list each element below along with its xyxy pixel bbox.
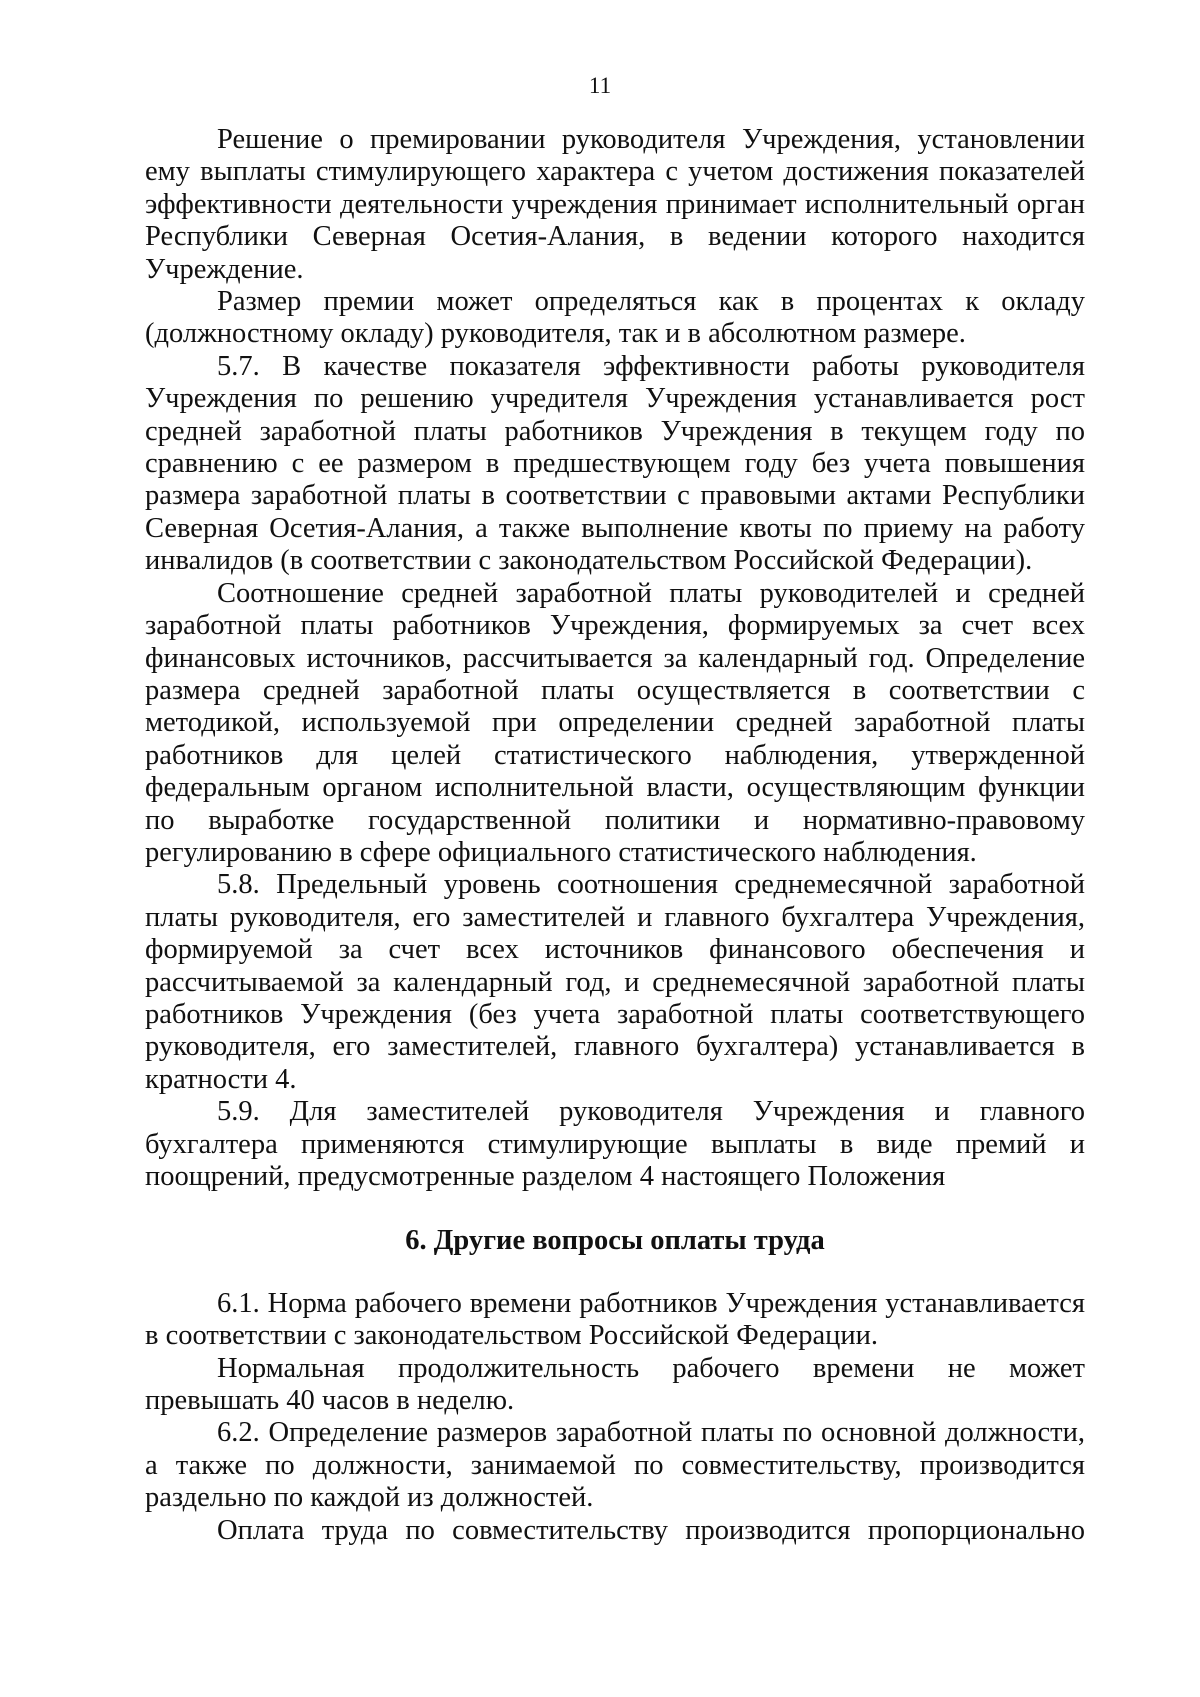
page-number: 11 [588,73,612,98]
paragraph-5-9: 5.9. Для заместителей руководителя Учреждения и главного бухгалтера применяются стимулирующие выплаты в виде премий и поощрений, предусмотренные разделом 4 настоящего Положения [145,1096,1085,1192]
paragraph-bonus-decision: Решение о премировании руководителя Учреждения, установлении ему выплаты стимулирующего характера с учетом достижения показателей эффективности деятельности учреждения принимает исполнительный орган Республики Северная Осетия-Алания, в ведении которого находится Учреждение. [145,124,1085,285]
paragraph-salary-ratio: Соотношение средней заработной платы руководителей и средней заработной платы работников Учреждения, формируемых за счет всех финансовых источников, рассчитывается за календарный год. Определение размера средней заработной платы осуществляется в соответствии с методикой, используемой при определении средней заработной платы работников для целей статистического наблюдения, утвержденной федеральным органом исполнительной власти, осуществляющим функции по выработке государственной политики и нормативно-правовому регулированию в сфере официального статистического наблюдения. [145,577,1085,868]
section-heading-6: 6. Другие вопросы оплаты труда [405,1225,825,1257]
paragraph-6-1: 6.1. Норма рабочего времени работников Учреждения устанавливается в соответствии с законодательством Российской Федерации. [145,1287,1085,1352]
paragraph-normal-hours: Нормальная продолжительность рабочего времени не может превышать 40 часов в неделю. [145,1352,1085,1417]
paragraph-bonus-size: Размер премии может определяться как в процентах к окладу (должностному окладу) руководителя, так и в абсолютном размере. [145,286,1085,350]
paragraph-6-2: 6.2. Определение размеров заработной платы по основной должности, а также по должности, занимаемой по совместительству, производится раздельно по каждой из должностей. [145,1417,1085,1514]
paragraph-5-7: 5.7. В качестве показателя эффективности работы руководителя Учреждения по решению учредителя Учреждения устанавливается рост средней заработной платы работников Учреждения в текущем году по сравнению с ее размером в предшествующем году без учета повышения размера заработной платы в соответствии с правовыми актами Республики Северная Осетия-Алания, а также выполнение квоты по приему на работу инвалидов (в соответствии с законодательством Российской Федерации). [145,350,1085,577]
paragraph-5-8: 5.8. Предельный уровень соотношения среднемесячной заработной платы руководителя, его заместителей и главного бухгалтера Учреждения, формируемой за счет всех источников финансового обеспечения и рассчитываемой за календарный год, и среднемесячной заработной платы работников Учреждения (без учета заработной платы соответствующего руководителя, его заместителей, главного бухгалтера) устанавливается в кратности 4. [145,869,1085,1095]
paragraph-part-time-pay: Оплата труда по совместительству производится пропорционально [217,1514,1085,1546]
document-body [145,124,1085,1547]
